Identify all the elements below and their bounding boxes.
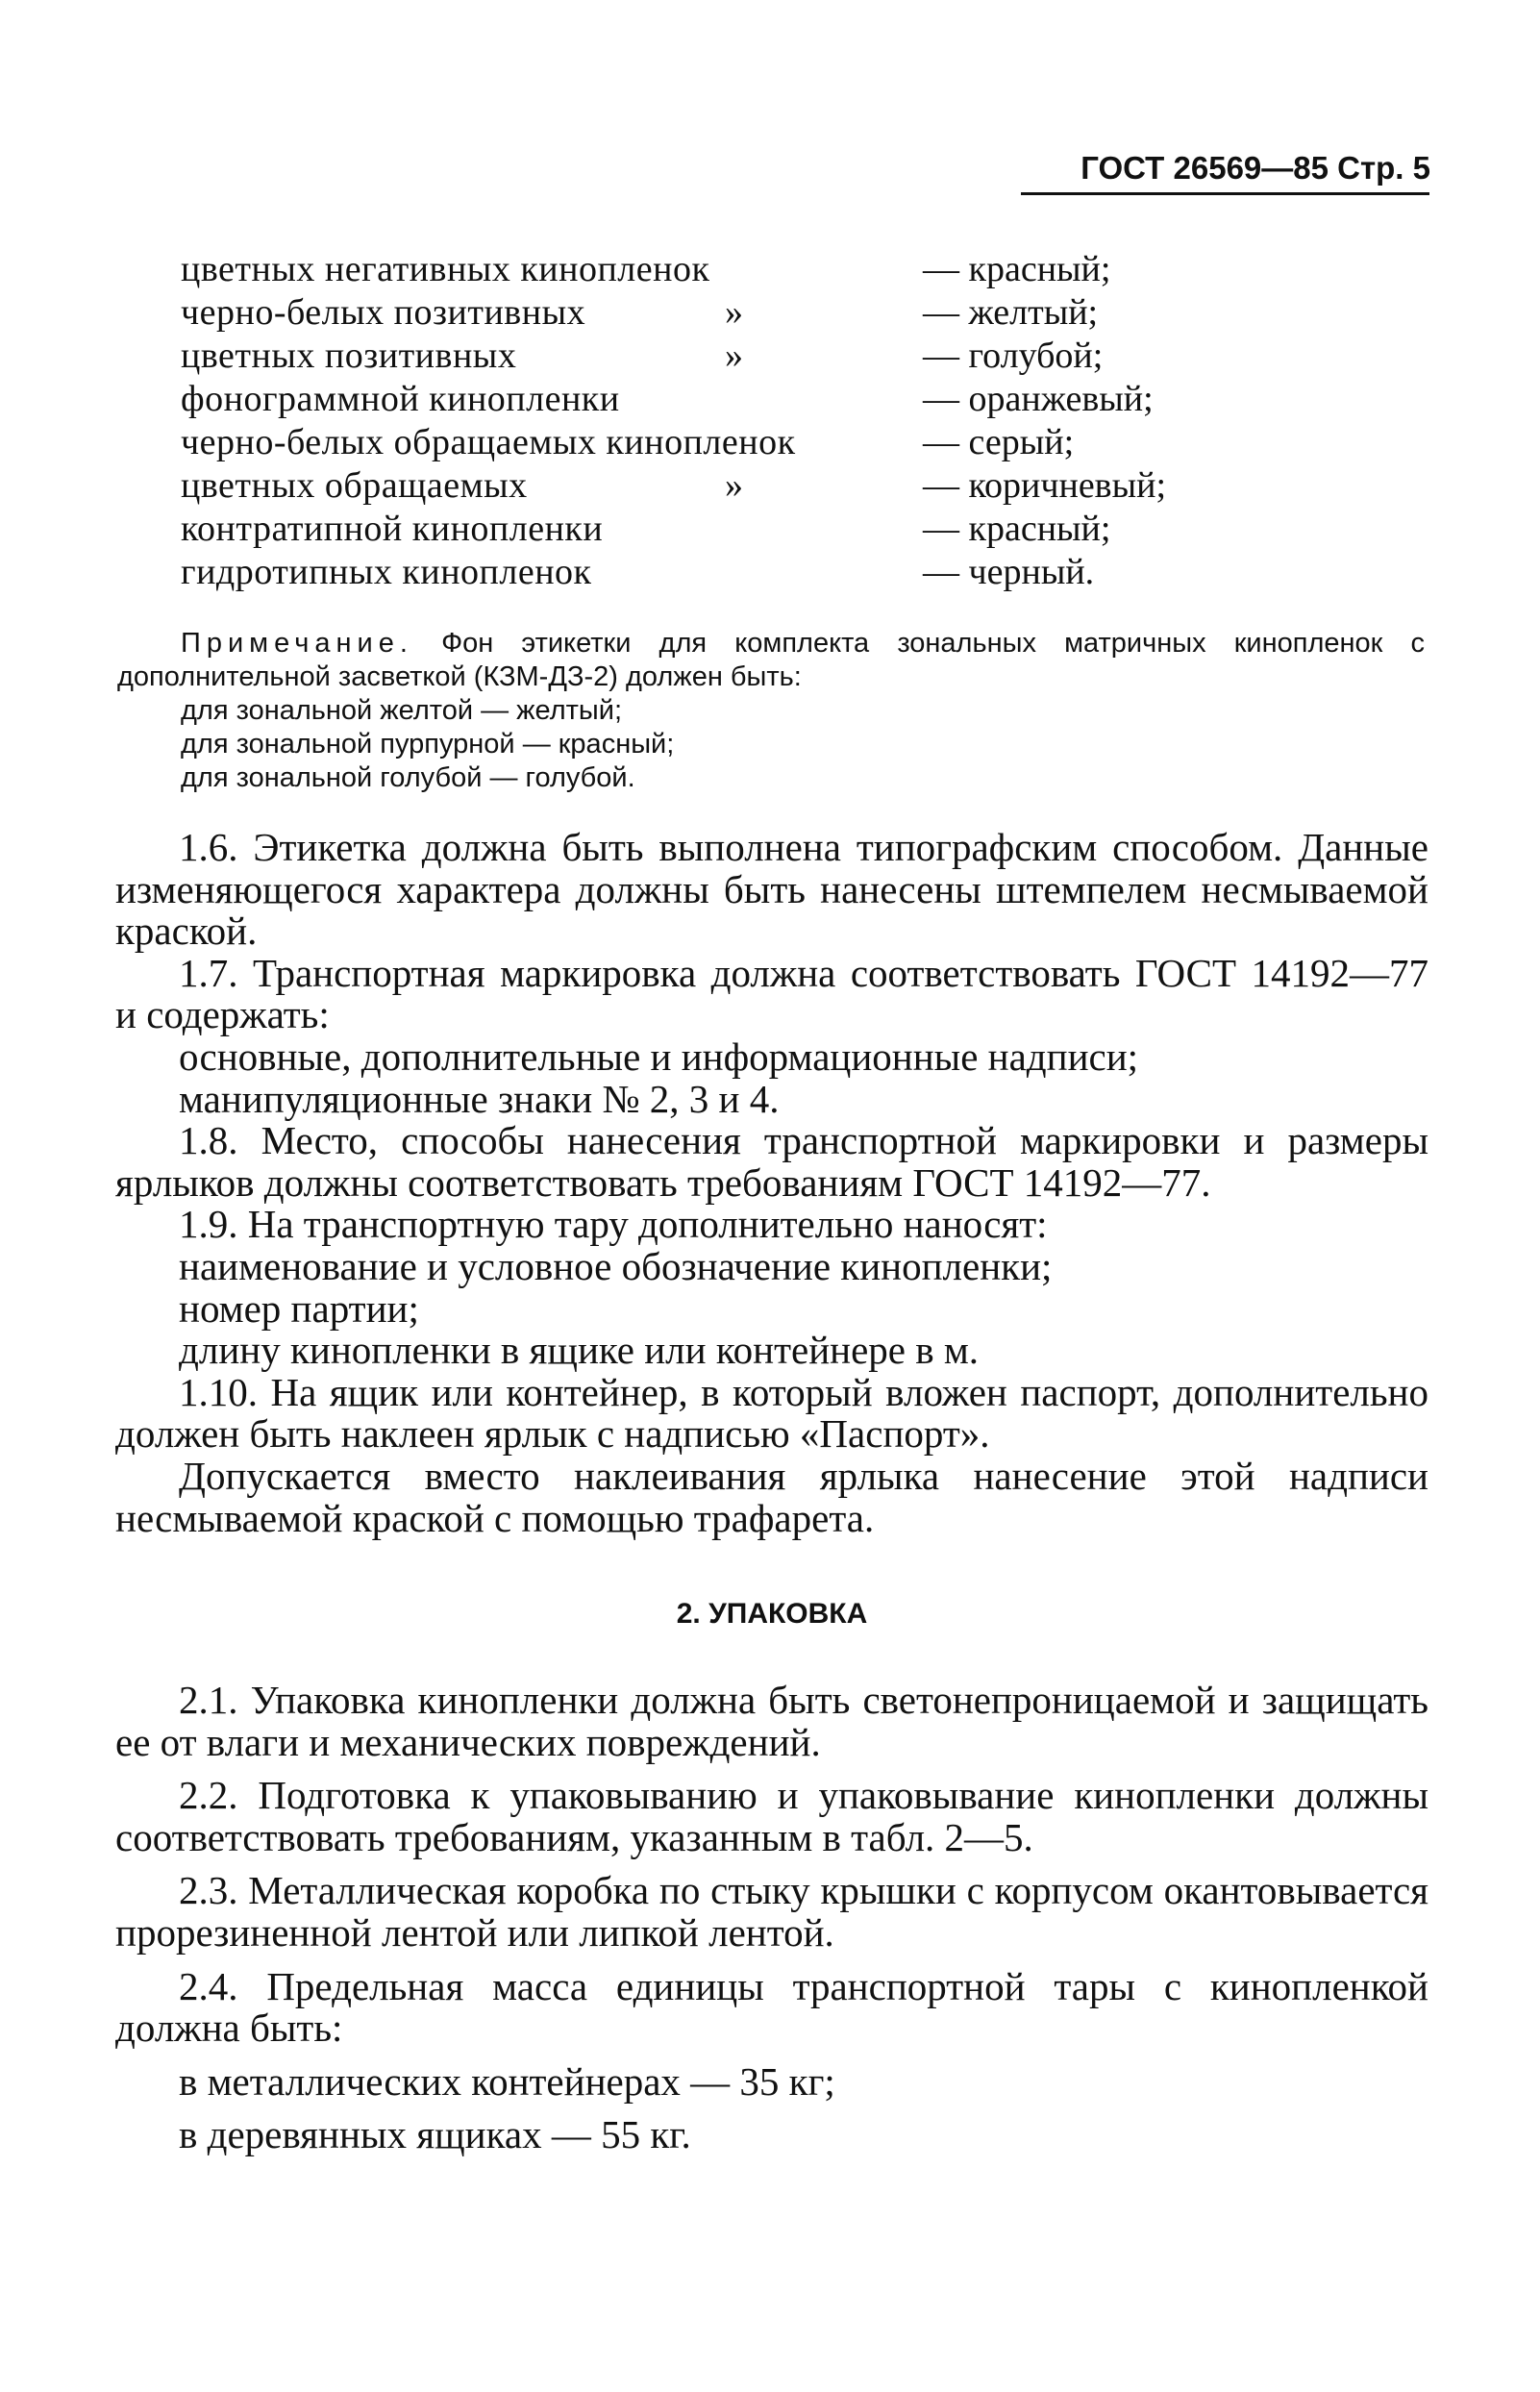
clause-1-10-note: Допускается вместо наклеивания ярлыка нанесение этой надписи несмываемой краской с помощью трафарета. bbox=[115, 1453, 1428, 1540]
film-type: черно-белых обращаемых кинопленок bbox=[181, 422, 796, 462]
label-color: — голубой; bbox=[923, 336, 1104, 376]
film-type: контратипной кинопленки bbox=[181, 509, 604, 549]
film-type: цветных негативных кинопленок bbox=[181, 249, 710, 289]
clause-2-3: 2.3. Металлическая коробка по стыку крышки с корпусом окантовывается прорезиненной лентой или липкой лентой. bbox=[115, 1868, 1428, 1956]
section-title: 2. УПАКОВКА bbox=[676, 1598, 868, 1631]
color-list-item bbox=[181, 335, 1277, 378]
clause-2-1: 2.1. Упаковка кинопленки должна быть светонепроницаемой и защищать ее от влаги и механических повреждений. bbox=[115, 1678, 1428, 1764]
film-type: цветных обращаемых bbox=[181, 465, 528, 506]
label-color: — коричневый; bbox=[923, 465, 1167, 506]
color-list-item bbox=[181, 508, 1277, 551]
color-list-item bbox=[181, 464, 1277, 508]
clause-1-9-item: наименование и условное обозначение кинопленки; bbox=[179, 1243, 1053, 1288]
clause-2-4-item: в металлических контейнерах — 35 кг; bbox=[179, 2058, 835, 2104]
color-list-item bbox=[181, 248, 1277, 291]
note-line: для зональной голубой — голубой. bbox=[181, 762, 635, 793]
body-text bbox=[115, 827, 1428, 2156]
clause-2-2: 2.2. Подготовка к упаковыванию и упаковывание кинопленки должны соответствовать требованиям, указанным в табл. 2—5. bbox=[115, 1773, 1428, 1859]
clause-1-9-item: номер партии; bbox=[179, 1285, 419, 1331]
film-type: черно-белых позитивных bbox=[181, 292, 586, 333]
clause-1-9-item: длину кинопленки в ящике или контейнере в м. bbox=[179, 1328, 980, 1373]
clause-1-6: 1.6. Этикетка должна быть выполнена типографским способом. Данные изменяющегося характера должны быть нанесены штемпелем несмываемой краской. bbox=[115, 825, 1428, 954]
clause-1-10: 1.10. На ящик или контейнер, в который вложен паспорт, дополнительно должен быть наклеен ярлык с надписью «Паспорт». bbox=[115, 1369, 1428, 1457]
clause-1-7: 1.7. Транспортная маркировка должна соответствовать ГОСТ 14192—77 и содержать: bbox=[115, 950, 1428, 1037]
label-color: — красный; bbox=[923, 509, 1111, 549]
header-rule bbox=[1021, 192, 1429, 195]
ditto-mark: » bbox=[725, 465, 743, 506]
note-line: для зональной пурпурной — красный; bbox=[181, 729, 675, 760]
label-color: — желтый; bbox=[923, 292, 1099, 333]
note-text: Фон этикетки для комплекта зональных матричных кинопленок с дополнительной засветкой (КЗМ-ДЗ-2) должен быть: bbox=[117, 628, 1426, 692]
color-list-item bbox=[181, 551, 1277, 594]
film-type: цветных позитивных bbox=[181, 336, 517, 376]
clause-1-8: 1.8. Место, способы нанесения транспортной маркировки и размеры ярлыков должны соответствовать требованиям ГОСТ 14192—77. bbox=[115, 1118, 1428, 1205]
note-heading bbox=[117, 627, 1425, 694]
color-list-item bbox=[181, 291, 1277, 335]
ditto-mark: » bbox=[725, 336, 743, 376]
clause-2-4: 2.4. Предельная масса единицы транспортной тары с кинопленкой должна быть: bbox=[115, 1963, 1428, 2051]
label-color: — красный; bbox=[923, 249, 1111, 289]
clause-1-9: 1.9. На транспортную тару дополнительно наносят: bbox=[179, 1202, 1048, 1247]
note-label: Примечание. bbox=[181, 628, 413, 659]
color-list-item bbox=[181, 378, 1277, 421]
label-color: — оранжевый; bbox=[923, 379, 1154, 419]
clause-1-7-item: манипуляционные знаки № 2, 3 и 4. bbox=[179, 1076, 780, 1121]
clause-1-7-item: основные, дополнительные и информационные надписи; bbox=[179, 1034, 1139, 1079]
note-block bbox=[117, 627, 1425, 795]
film-type: гидротипных кинопленок bbox=[181, 552, 592, 592]
film-type: фонограммной кинопленки bbox=[181, 379, 620, 419]
color-list-item bbox=[181, 421, 1277, 464]
note-line: для зональной желтой — желтый; bbox=[181, 695, 623, 726]
label-color: — серый; bbox=[923, 422, 1075, 462]
clause-2-4-item: в деревянных ящиках — 55 кг. bbox=[179, 2112, 691, 2157]
ditto-mark: » bbox=[725, 292, 743, 333]
label-color: — черный. bbox=[923, 552, 1095, 592]
label-color-list bbox=[181, 248, 1277, 594]
page-header: ГОСТ 26569—85 Стр. 5 bbox=[1080, 150, 1430, 186]
